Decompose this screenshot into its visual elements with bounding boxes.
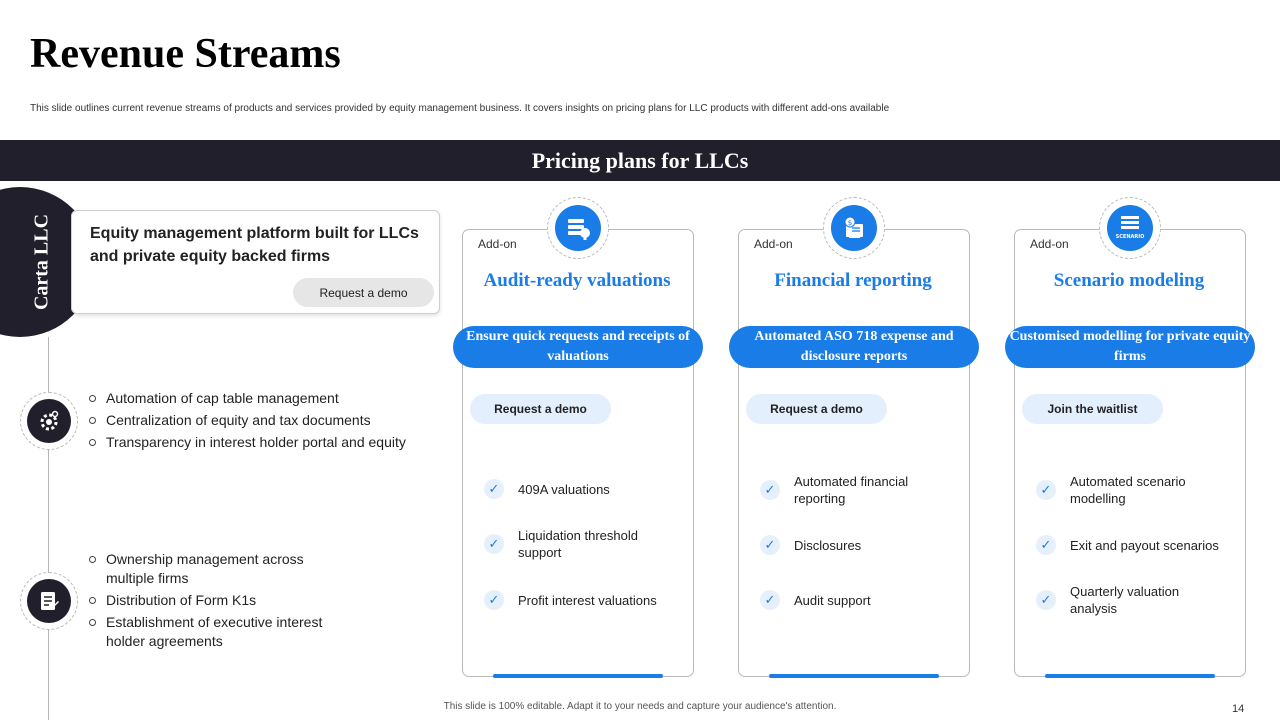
page-title: Revenue Streams — [30, 31, 341, 77]
card-accent-bar — [769, 674, 939, 678]
feature-text: Disclosures — [794, 537, 862, 553]
plan-highlight: Automated ASO 718 expense and disclosure reports — [729, 326, 979, 368]
feature-row — [760, 590, 871, 610]
financial-request-demo-button[interactable]: Request a demo — [746, 394, 887, 424]
carta-request-demo-button[interactable]: Request a demo — [293, 278, 434, 307]
gear-settings-icon — [37, 409, 61, 433]
check-icon: ✓ — [484, 590, 504, 610]
svg-text:$: $ — [847, 219, 853, 227]
document-icon-badge — [20, 572, 78, 630]
addon-label: Add-on — [478, 237, 517, 251]
plan-title: Financial reporting — [774, 270, 932, 291]
server-idea-icon — [564, 214, 592, 242]
check-icon: ✓ — [760, 535, 780, 555]
gear-settings-icon-badge — [20, 392, 78, 450]
check-icon: ✓ — [760, 480, 780, 500]
pricing-banner — [0, 140, 1280, 181]
plan-icon-badge — [823, 197, 885, 259]
feature-text: Automated financial reporting — [794, 474, 909, 506]
scenario-icon-text: SCENARIO — [1115, 234, 1145, 240]
plan-icon-badge — [1099, 197, 1161, 259]
check-icon: ✓ — [484, 534, 504, 554]
feature-row — [484, 479, 610, 499]
check-icon: ✓ — [1036, 535, 1056, 555]
check-icon: ✓ — [1036, 480, 1056, 500]
feature-row — [1036, 583, 1190, 617]
feature-text: Liquidation threshold support — [518, 528, 638, 560]
check-icon: ✓ — [1036, 590, 1056, 610]
list-item: Establishment of executive interest holder agreements — [88, 613, 348, 651]
feature-list-2 — [88, 550, 348, 654]
list-item: Ownership management across multiple firms — [88, 550, 348, 588]
addon-label: Add-on — [754, 237, 793, 251]
feature-text: Automated scenario modelling — [1070, 474, 1186, 506]
financial-report-icon — [840, 214, 868, 242]
check-icon: ✓ — [760, 590, 780, 610]
list-item: Centralization of equity and tax documents — [88, 411, 438, 430]
page-number: 14 — [1232, 703, 1245, 715]
audit-request-demo-button[interactable]: Request a demo — [470, 394, 611, 424]
card-accent-bar — [1045, 674, 1215, 678]
carta-label: Carta LLC — [30, 213, 53, 311]
card-accent-bar — [493, 674, 663, 678]
feature-row — [1036, 535, 1219, 555]
feature-row — [484, 527, 684, 561]
plan-highlight: Customised modelling for private equity firms — [1005, 326, 1255, 368]
list-item: Transparency in interest holder portal and equity — [88, 433, 438, 452]
footer-note: This slide is 100% editable. Adapt it to your needs and capture your audience's attention. — [443, 701, 837, 712]
feature-text: Exit and payout scenarios — [1070, 537, 1219, 553]
carta-description: Equity management platform built for LLCs and private equity backed firms — [90, 225, 419, 265]
plan-title: Audit-ready valuations — [483, 270, 671, 291]
feature-text: Audit support — [794, 592, 871, 608]
plan-highlight: Ensure quick requests and receipts of valuations — [453, 326, 703, 368]
feature-text: Profit interest valuations — [518, 592, 657, 608]
feature-list-1 — [88, 389, 438, 455]
list-item: Automation of cap table management — [88, 389, 438, 408]
feature-row — [760, 473, 924, 507]
join-waitlist-button[interactable]: Join the waitlist — [1022, 394, 1163, 424]
feature-row — [760, 535, 861, 555]
page-subtitle: This slide outlines current revenue streams of products and services provided by equity management business. It covers insights on pricing plans for LLC products with different add-ons available — [30, 103, 890, 114]
feature-text: Quarterly valuation analysis — [1070, 584, 1180, 616]
feature-text: 409A valuations — [518, 481, 610, 497]
banner-title: Pricing plans for LLCs — [531, 148, 749, 173]
addon-label: Add-on — [1030, 237, 1069, 251]
check-icon: ✓ — [484, 479, 504, 499]
scenario-icon — [1115, 213, 1145, 243]
list-item: Distribution of Form K1s — [88, 591, 348, 610]
plan-icon-badge — [547, 197, 609, 259]
document-icon — [37, 589, 61, 613]
feature-row — [1036, 473, 1200, 507]
feature-row — [484, 590, 657, 610]
plan-title: Scenario modeling — [1053, 270, 1205, 291]
